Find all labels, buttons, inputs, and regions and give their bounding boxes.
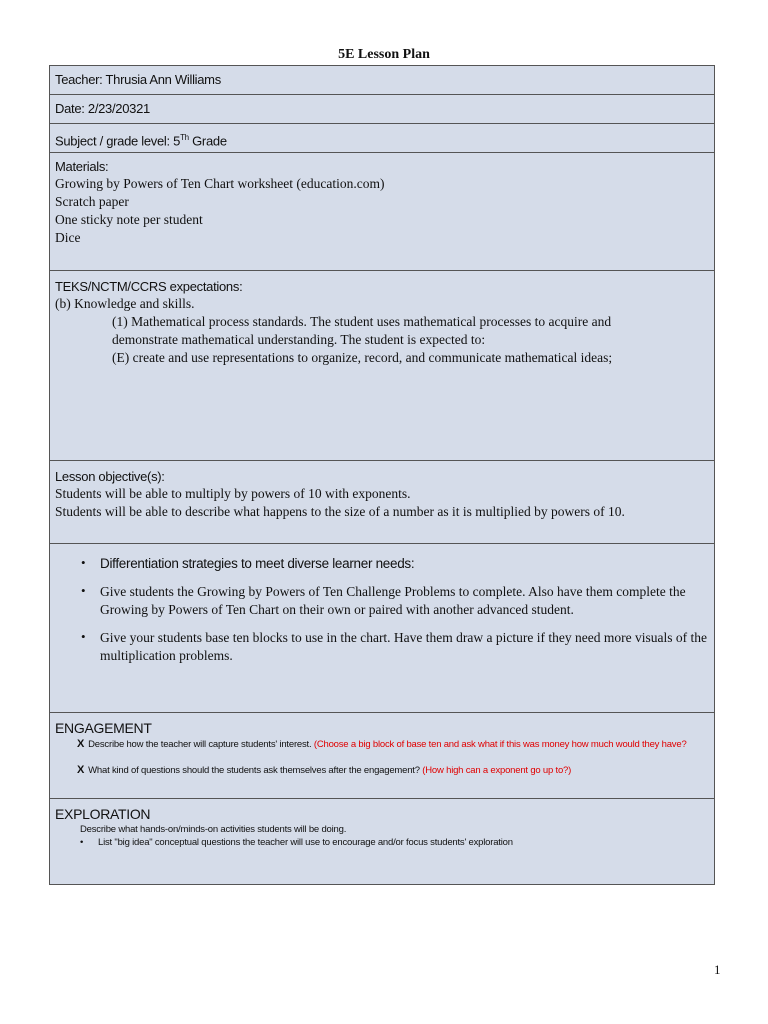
exploration-section (49, 798, 715, 885)
differentiation-item (55, 629, 709, 665)
objective-line: Students will be able to multiply by powers of 10 with exponents. (55, 486, 411, 501)
subject-superscript: Th (180, 133, 189, 142)
engagement-section (49, 712, 715, 799)
materials-item: Dice (55, 230, 81, 245)
exploration-bullet-item (55, 837, 709, 848)
teks-heading: TEKS/NCTM/CCRS expectations: (55, 279, 243, 294)
bullet-icon: • (80, 837, 84, 848)
engagement-q2: What kind of questions should the students ask themselves after the engagement? (88, 765, 420, 776)
differentiation-heading: Differentiation strategies to meet diverse learner needs: (100, 556, 415, 571)
page-number: 1 (714, 962, 721, 977)
engagement-q1: Describe how the teacher will capture students' interest. (88, 739, 312, 750)
objective-line: Students will be able to describe what happens to the size of a number as it is multiplied by powers of 10. (55, 504, 625, 519)
teks-section (49, 270, 715, 461)
bullet-icon: • (81, 583, 86, 598)
objectives-section (49, 460, 715, 544)
differentiation-heading-item (55, 555, 709, 573)
date-row (49, 94, 715, 124)
engagement-a2: (How high can a exponent go up to?) (422, 765, 572, 776)
differentiation-text: Give your students base ten blocks to use in the chart. Have them draw a picture if they need more visuals of the multiplication problems. (100, 630, 707, 663)
bullet-icon: • (81, 629, 86, 644)
exploration-line: Describe what hands-on/minds-on activities students will be doing. (80, 824, 347, 835)
differentiation-text: Give students the Growing by Powers of Ten Challenge Problems to complete. Also have them complete the Growing by Powers of Ten Chart on their own or paired with another advanced student. (100, 584, 686, 617)
teacher-field: Teacher: Thrusia Ann Williams (55, 72, 221, 87)
subject-suffix: Grade (188, 133, 227, 149)
differentiation-list (55, 555, 709, 665)
materials-section (49, 152, 715, 271)
exploration-line: List "big idea" conceptual questions the teacher will use to encourage and/or focus students' exploration (98, 837, 513, 848)
document-title: 5E Lesson Plan (338, 47, 430, 62)
teks-line: (1) Mathematical process standards. The student uses mathematical processes to acquire and (112, 314, 612, 329)
engagement-heading: ENGAGEMENT (55, 720, 152, 736)
exploration-heading: EXPLORATION (55, 806, 151, 822)
teks-line: demonstrate mathematical understanding. The student is expected to: (112, 332, 486, 347)
differentiation-item (55, 583, 709, 619)
materials-item: One sticky note per student (55, 212, 203, 227)
engagement-a1: (Choose a big block of base ten and ask what if this was money how much would they have? (313, 739, 687, 750)
differentiation-section (49, 543, 715, 713)
subject-field (55, 127, 709, 151)
teks-line: (b) Knowledge and skills. (55, 296, 195, 311)
materials-item: Growing by Powers of Ten Chart worksheet (education.com) (55, 176, 385, 191)
date-field: Date: 2/23/20321 (55, 101, 150, 116)
materials-item: Scratch paper (55, 194, 129, 209)
teacher-row (49, 65, 715, 95)
materials-heading: Materials: (55, 159, 109, 174)
engagement-question (55, 738, 709, 750)
x-mark-icon: X (77, 738, 85, 750)
engagement-question (55, 764, 709, 776)
bullet-icon: • (81, 555, 86, 570)
x-mark-icon: X (77, 764, 85, 776)
subject-prefix: Subject / grade level: 5 (55, 133, 181, 149)
subject-row (49, 123, 715, 153)
teks-line: (E) create and use representations to organize, record, and communicate mathematical ideas; (112, 350, 613, 365)
objectives-heading: Lesson objective(s): (55, 469, 165, 484)
